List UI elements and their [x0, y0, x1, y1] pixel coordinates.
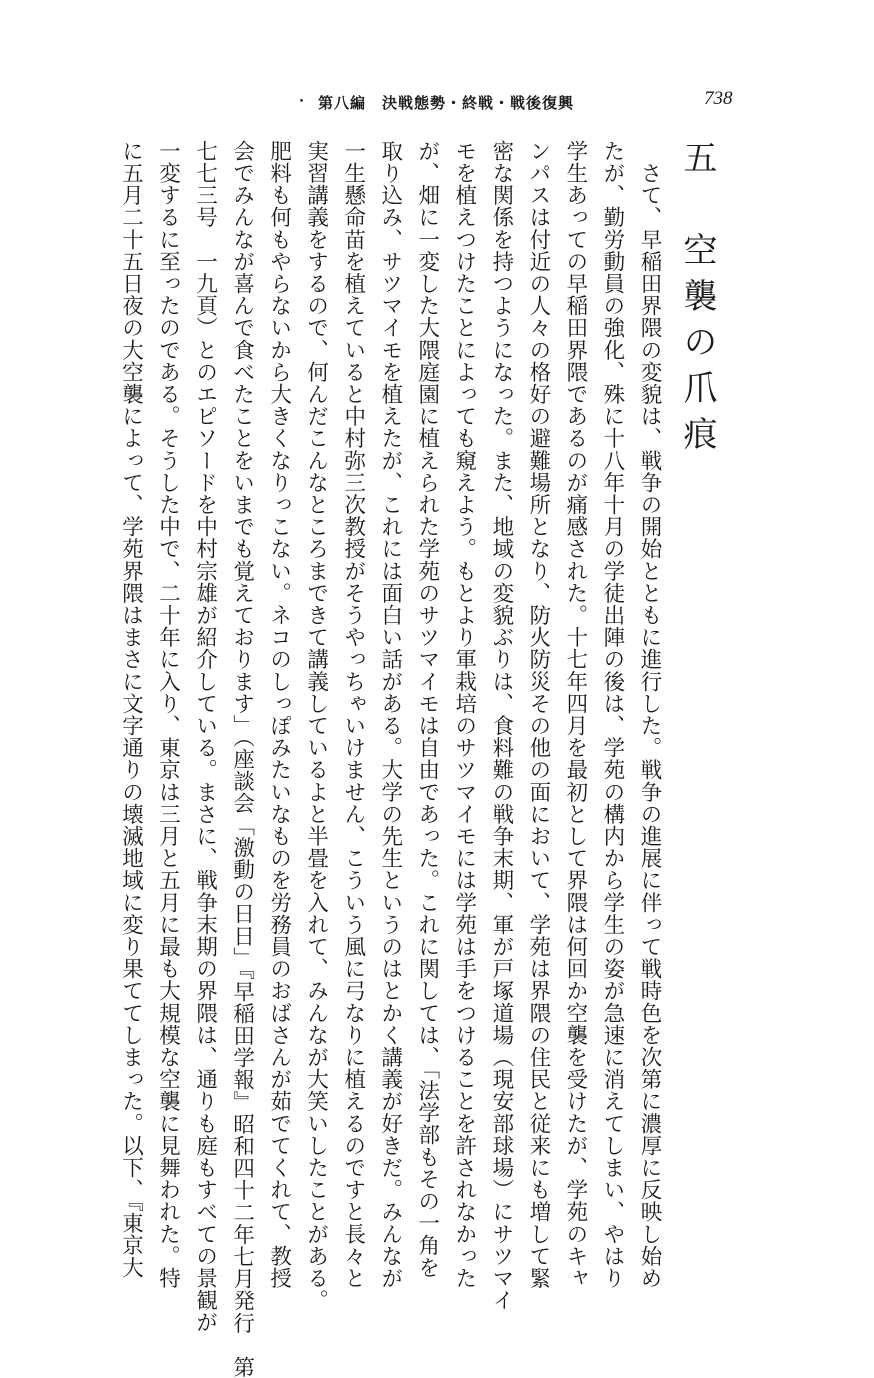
page-number: 738	[704, 88, 733, 109]
header-dot: ・	[294, 92, 311, 110]
text-column: 一変するに至ったのである。そうした中で、二十年に入り、東京は三月と五月に最も大規模な空襲に見舞われた。特	[155, 140, 181, 1290]
text-column: たが、勤労動員の強化、殊に十八年十月の学徒出陣の後は、学苑の構内から学生の姿が急速に消えてしまい、やはり	[599, 140, 625, 1290]
text-column: ンパスは付近の人々の格好の避難場所となり、防火防災その他の面において、学苑は界隈の住民と従来にも増して緊	[525, 140, 551, 1290]
text-column: が、畑に一変した大隈庭園に植えられた学苑のサツマイモは自由であった。これに関しては、「法学部もその一角を	[414, 140, 440, 1279]
text-column: 会でみんなが喜んで食べたことをいまでも覚えております」（座談会「激動の日日」『早稲田学報』昭和四十二年七月発行 第	[229, 140, 255, 1378]
text-column: 一生懸命苗を植えていると中村弥三次教授がそうやっちゃいけません、こういう風に弓なりに植えるのですと長々と	[340, 140, 366, 1290]
text-column: さて、早稲田界隈の変貌は、戦争の開始とともに進行した。戦争の進展に伴って戦時色を次第に濃厚に反映し始め	[636, 140, 662, 1290]
section-title: 五 空襲の爪痕	[677, 140, 717, 462]
text-column: 取り込み、サツマイモを植えたが、これには面白い話がある。大学の先生というのはとかく講義が好きだ。みんなが	[377, 140, 403, 1290]
running-header	[294, 92, 575, 113]
running-title: 第八編 決戦態勢・終戦・戦後復興	[318, 94, 575, 112]
text-column: 七七三号 一九頁）とのエピソードを中村宗雄が紹介している。まさに、戦争末期の界隈は、通りも庭もすべての景観が	[192, 140, 218, 1334]
text-column: 実習講義をするので、何んだこんなところまできて講義しているよと半畳を入れて、みんなが大笑いしたことがある。	[303, 140, 329, 1312]
text-column: 密な関係を持つようになった。また、地域の変貌ぶりは、食料難の戦争末期、軍が戸塚道場（現安部球場）にサツマイ	[488, 140, 514, 1312]
text-column: モを植えつけたことによっても窺えよう。もとより軍栽培のサツマイモには学苑は手をつけることを許されなかった	[451, 140, 477, 1290]
body-text	[118, 140, 662, 1378]
text-column: に五月二十五日夜の大空襲によって、学苑界隈はまさに文字通りの壊滅地域に変り果ててしまった。以下、『東京大	[118, 140, 144, 1279]
text-column: 肥料も何もやらないから大きくなりっこない。ネコのしっぽみたいなものを労務員のおばさんが茹でてくれて、教授	[266, 140, 292, 1290]
text-column: 学生あっての早稲田界隈であるのが痛感された。十七年四月を最初として界隈は何回か空襲を受けたが、学苑のキャ	[562, 140, 588, 1290]
